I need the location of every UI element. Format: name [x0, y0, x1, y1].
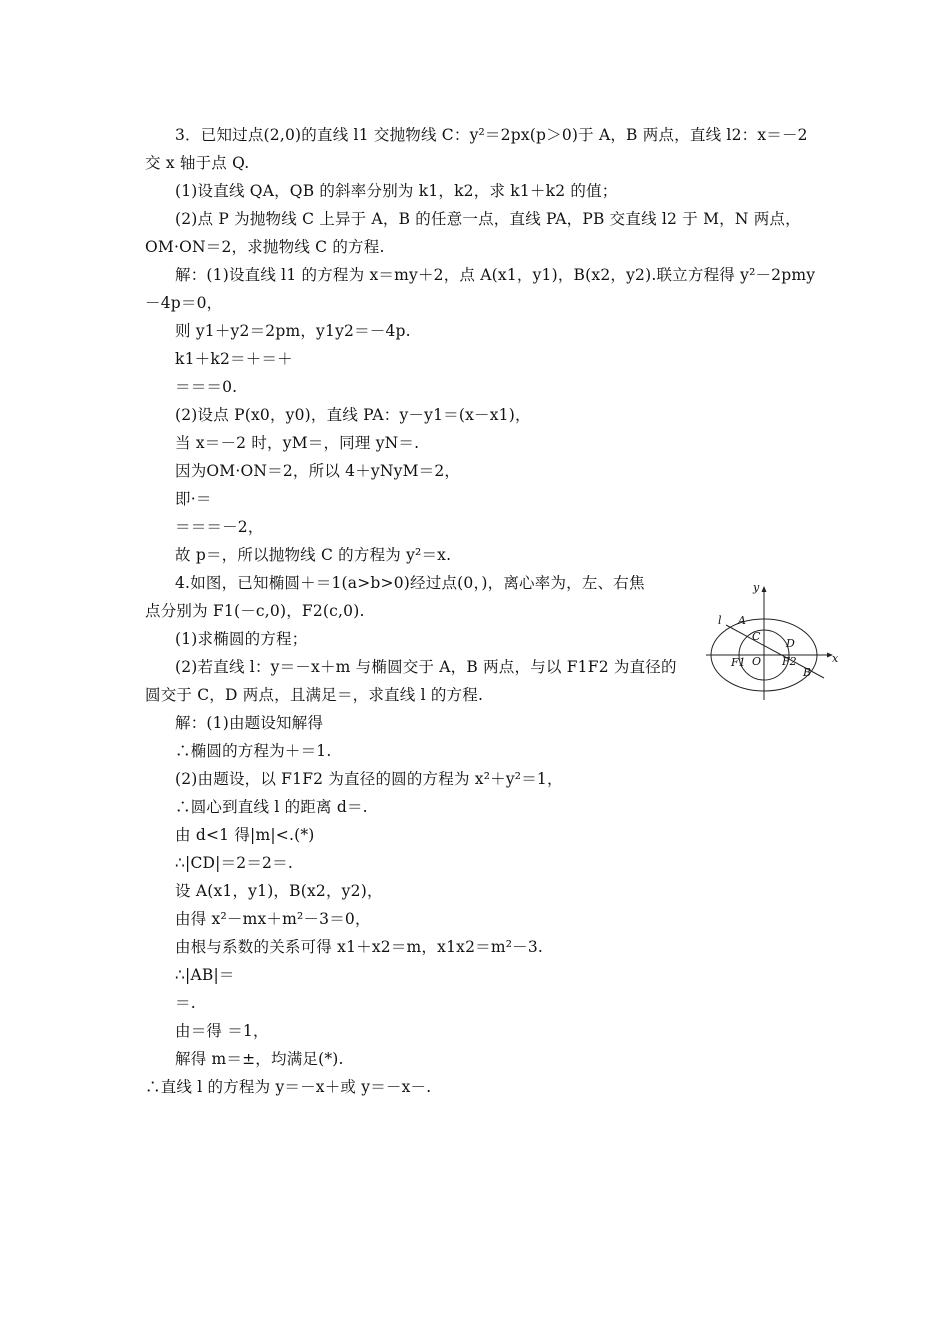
y-axis-arrow	[762, 586, 767, 592]
solution-4-line-9: 由根与系数的关系可得 x1＋x2＝m，x1x2＝m²－3.	[175, 938, 544, 956]
problem-3-part-1: (1)设直线 QA，QB 的斜率分别为 k1，k2，求 k1＋k2 的值；	[175, 182, 618, 200]
solution-3-line-9: 即·＝	[175, 490, 212, 508]
label-A: A	[738, 614, 746, 627]
problem-4-part-1: (1)求椭圆的方程；	[175, 630, 308, 648]
solution-3-line-3: 则 y1＋y2＝2pm，y1y2＝－4p.	[175, 322, 411, 340]
solution-4-line-4: ∴圆心到直线 l 的距离 d＝.	[175, 798, 368, 816]
solution-4-line-7: 设 A(x1，y1)，B(x2，y2)，	[175, 882, 383, 900]
problem-4-line-1: 4.如图，已知椭圆＋＝1(a>b>0)经过点(0，)，离心率为，左、右焦	[175, 574, 645, 592]
label-y: y	[753, 582, 760, 594]
solution-3-line-6: (2)设点 P(x0，y0)，直线 PA：y－y1＝(x－x1)，	[175, 406, 531, 424]
problem-3-line-2: 交 x 轴于点 Q.	[145, 154, 250, 172]
problem-3-line-1: 3．已知过点(2,0)的直线 l1 交抛物线 C：y²＝2px(p＞0)于 A，B 两点，直线 l2：x＝－2	[175, 126, 808, 144]
ellipse-figure	[700, 582, 840, 702]
ellipse-diagram	[700, 582, 840, 702]
label-x: x	[832, 652, 839, 665]
solution-3-line-11: 故 p＝，所以抛物线 C 的方程为 y²＝x.	[175, 546, 452, 564]
solution-4-line-13: 解得 m＝±，均满足(*).	[175, 1050, 344, 1068]
solution-3-line-4: k1＋k2＝＋＝＋	[175, 350, 293, 368]
solution-4-line-1: 解：(1)由题设知解得	[175, 714, 324, 732]
label-B: B	[803, 666, 812, 679]
label-F1: F1	[731, 656, 746, 669]
problem-4-line-2: 点分别为 F1(－c,0)，F2(c,0).	[145, 602, 365, 620]
label-C: C	[752, 630, 761, 643]
solution-3-line-2: －4p＝0，	[145, 294, 223, 312]
label-D: D	[786, 637, 795, 650]
solution-4-line-8: 由得 x²－mx＋m²－3＝0，	[175, 910, 371, 928]
problem-3-part-2-line-2: OM·ON＝2，求抛物线 C 的方程.	[145, 238, 385, 256]
label-O: O	[752, 655, 762, 668]
solution-4-line-6: ∴|CD|＝2＝2＝.	[175, 854, 293, 872]
solution-4-line-12: 由＝得 ＝1，	[175, 1022, 269, 1040]
solution-4-conclusion: ∴直线 l 的方程为 y＝－x＋或 y＝－x－.	[145, 1078, 432, 1096]
solution-3-line-1: 解：(1)设直线 l1 的方程为 x＝my＋2，点 A(x1，y1)，B(x2，y2).联立方程得 y²－2pmy	[175, 266, 816, 284]
solution-3-line-8: 因为OM·ON＝2，所以 4＋yNyM＝2，	[175, 462, 461, 480]
solution-3-line-5: ＝＝＝0.	[175, 378, 238, 396]
label-F2: F2	[782, 655, 797, 668]
solution-3-line-10: ＝＝＝－2，	[175, 518, 264, 536]
solution-4-line-11: ＝.	[175, 994, 196, 1012]
solution-4-line-2: ∴椭圆的方程为＋＝1.	[175, 742, 332, 760]
solution-4-line-5: 由 d<1 得|m|<.(*)	[175, 826, 315, 844]
problem-4-part-2-line-2: 圆交于 C，D 两点，且满足＝，求直线 l 的方程.	[145, 686, 484, 704]
solution-4-line-3: (2)由题设，以 F1F2 为直径的圆的方程为 x²＋y²＝1，	[175, 770, 563, 788]
solution-4-line-10: ∴|AB|＝	[175, 966, 235, 984]
solution-3-line-7: 当 x＝－2 时，yM＝，同理 yN＝.	[175, 434, 420, 452]
label-l: l	[718, 614, 722, 627]
problem-4-part-2-line-1: (2)若直线 l：y＝－x＋m 与椭圆交于 A，B 两点，与以 F1F2 为直径的	[175, 658, 677, 676]
problem-3-part-2-line-1: (2)点 P 为抛物线 C 上异于 A，B 的任意一点，直线 PA，PB 交直线 l2 于 M，N 两点，	[175, 210, 801, 228]
